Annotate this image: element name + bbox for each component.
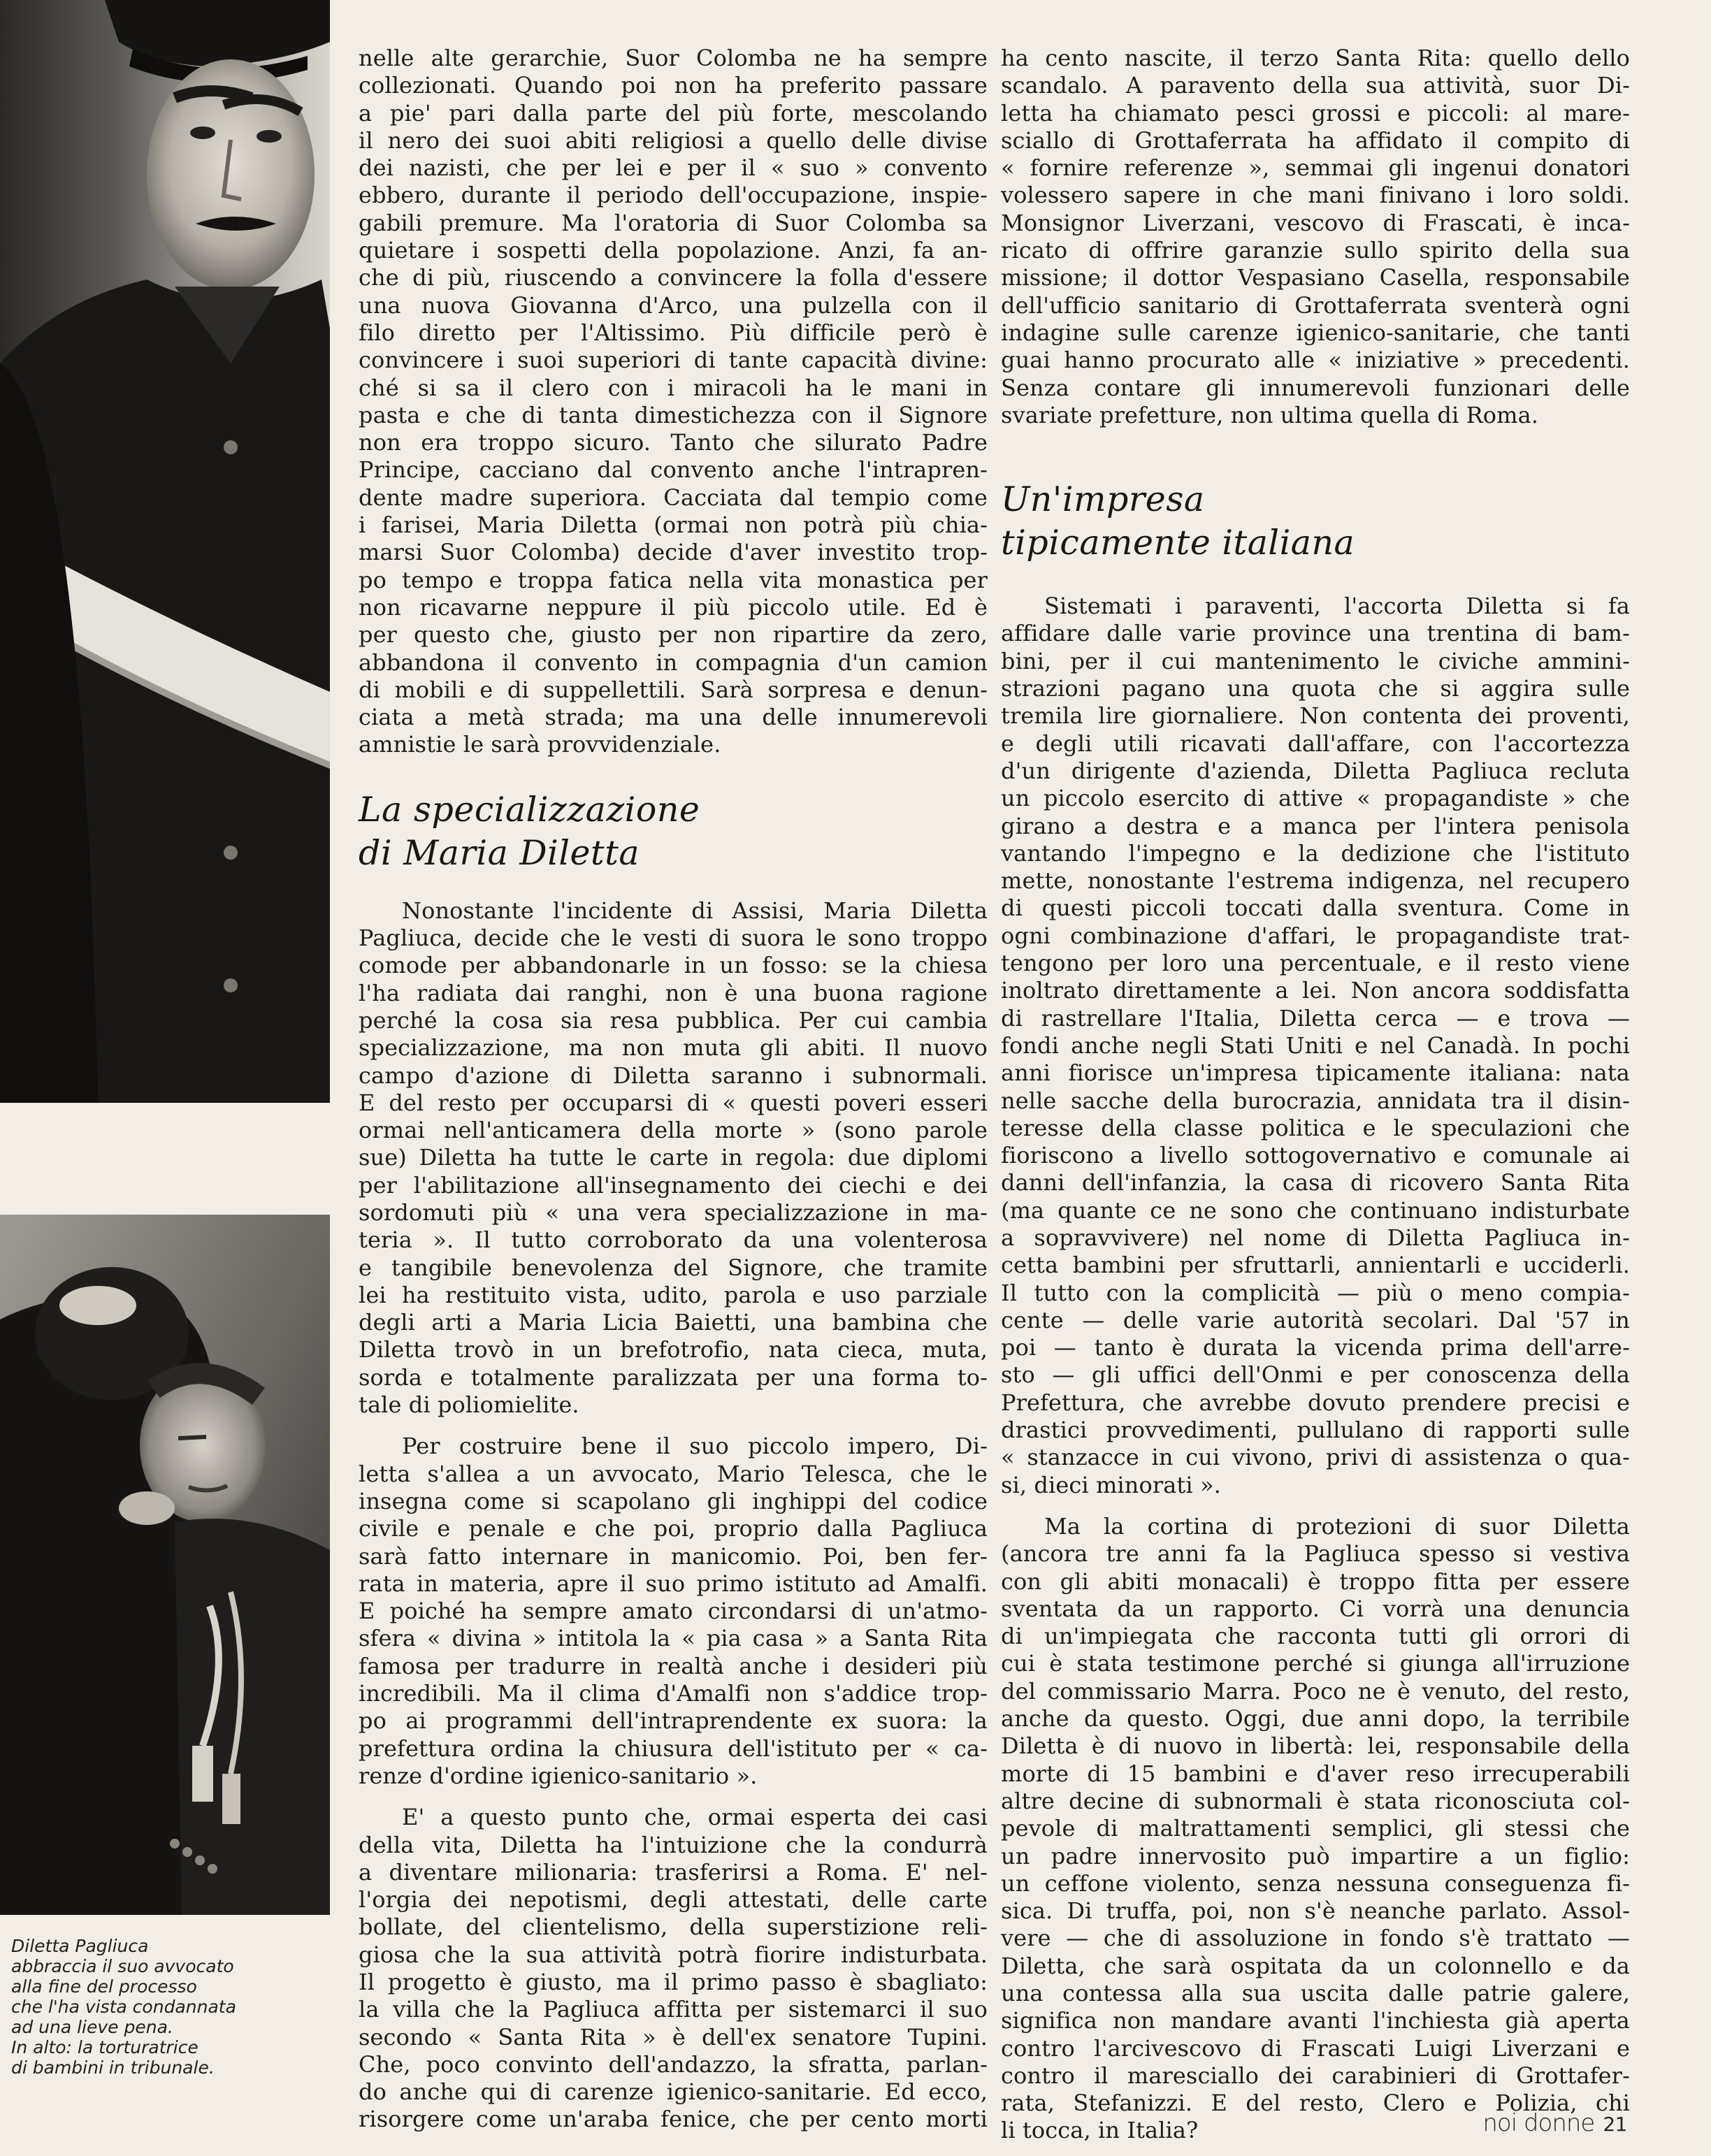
text-line: che di più, riuscendo a convincere la folla d'essere: [359, 264, 988, 291]
text-line: E del resto per occuparsi di « questi poveri esseri: [359, 1089, 988, 1116]
text-line: un padre innervosito può impartire a un figlio:: [1001, 1842, 1630, 1869]
text-line: dente madre superiora. Cacciata dal tempio come: [359, 484, 988, 511]
text-line: sciallo di Grottaferrata ha affidato il compito di: [1001, 126, 1630, 154]
text-line: letta ha chiamato pesci grossi e piccoli: al mare-: [1001, 99, 1630, 126]
caption-line: In alto: la torturatrice: [11, 2037, 198, 2057]
magazine-name: noi donne: [1482, 2109, 1595, 2137]
text-line: a pie' pari dalla parte del più forte, mescolando: [359, 99, 988, 126]
text-line: vere — che di assoluzione in fondo s'è trattato —: [1001, 1925, 1630, 1952]
text-line: do anche qui di carenze igienico-sanitarie. Ed ecco,: [359, 2078, 988, 2106]
text-line: tengono per loro una percentuale, e il resto viene: [1001, 950, 1630, 977]
text-line: contro l'arcivescovo di Frascati Luigi Liverzani e: [1001, 2034, 1630, 2062]
text-line: ha cento nascite, il terzo Santa Rita: quello dello: [1001, 45, 1630, 71]
text-column-2: [1001, 45, 1630, 2145]
text-line: si, dieci minorati ».: [1001, 1471, 1221, 1498]
text-line: di questi piccoli toccati dalla sventura. Come in: [1001, 895, 1630, 922]
text-line: strazioni pagano una quota che si aggira sulle: [1001, 675, 1630, 702]
text-line: indagine sulle carenze igienico-sanitarie, che tanti: [1001, 319, 1630, 346]
text-line: campo d'azione di Diletta saranno i subnormali.: [359, 1062, 988, 1089]
text-line: Diletta è di nuovo in libertà: lei, responsabile della: [1001, 1732, 1630, 1760]
text-line: sto — gli uffici dell'Onmi e per conoscenza della: [1001, 1361, 1630, 1389]
text-line: comode per abbandonarle in un fosso: se la chiesa: [359, 952, 988, 979]
text-line: convincere i suoi superiori di tante capacità divine:: [359, 347, 988, 374]
text-line: po tempo e troppa fatica nella vita monastica per: [359, 566, 988, 593]
text-line: i farisei, Maria Diletta (ormai non potrà più chia-: [359, 512, 988, 539]
page-number: 21: [1603, 2113, 1627, 2136]
text-line: una nuova Giovanna d'Arco, una pulzella con il: [359, 291, 988, 319]
paragraph: [359, 897, 988, 1419]
caption-line: di bambini in tribunale.: [11, 2057, 215, 2078]
text-line: Il tutto con la complicità — più o meno compia-: [1001, 1279, 1630, 1306]
text-line: sventata da un rapporto. Ci vorrà una denuncia: [1001, 1595, 1630, 1622]
text-line: ebbero, durante il periodo dell'occupazione, inspie-: [359, 182, 988, 209]
text-line: po ai programmi dell'intraprendente ex suora: la: [359, 1707, 988, 1735]
text-line: sordomuti più « una vera specializzazione in ma-: [359, 1199, 988, 1226]
text-line: bini, per il cui mantenimento le civiche ammini-: [1001, 647, 1630, 674]
text-line: Diletta, che sarà ospitata da un colonnello e da: [1001, 1952, 1630, 1979]
text-line: prefettura ordina la chiusura dell'istituto per « ca-: [359, 1735, 988, 1762]
text-line: amnistie le sarà provvidenziale.: [359, 731, 721, 758]
caption-line: abbraccia il suo avvocato: [11, 1956, 234, 1976]
text-line: a diventare milionaria: trasferirsi a Roma. E' nel-: [359, 1858, 988, 1886]
text-line: Pagliuca, decide che le vesti di suora le sono troppo: [359, 925, 988, 952]
text-line: Che, poco convinto dell'andazzo, la sfratta, parlan-: [359, 2050, 988, 2078]
text-line: civile e penale e che poi, proprio dalla Pagliuca: [359, 1515, 988, 1542]
text-line: incredibili. Ma il clima d'Amalfi non s'addice trop-: [359, 1680, 988, 1707]
text-line: lei ha restituito vista, udito, parola e uso parziale: [359, 1281, 988, 1308]
text-line: una contessa alla sua uscita dalle patrie galere,: [1001, 1980, 1630, 2006]
text-line: la villa che la Pagliuca affitta per sistemarci il suo: [359, 1996, 988, 2023]
section-heading: [359, 788, 988, 875]
text-line: inoltrato direttamente a lei. Non ancora soddisfatta: [1001, 977, 1630, 1004]
text-line: (ancora tre anni fa la Pagliuca spesso si vestiva: [1001, 1540, 1630, 1568]
text-line: Principe, cacciano dal convento anche l'intrapren-: [359, 456, 988, 484]
text-line: rata in materia, apre il suo primo istituto ad Amalfi.: [359, 1570, 988, 1597]
text-line: quietare i sospetti della popolazione. Anzi, fa an-: [359, 237, 988, 264]
text-line: altre decine di subnormali è stata riconosciuta col-: [1001, 1787, 1630, 1814]
text-line: drastici provvedimenti, pullulano di rapporti sulle: [1001, 1417, 1630, 1444]
text-line: mette, nonostante l'estrema indigenza, nel recupero: [1001, 867, 1630, 895]
text-line: Nonostante l'incidente di Assisi, Maria Diletta: [402, 897, 988, 924]
text-line: della vita, Diletta ha l'intuizione che la condurrà: [359, 1831, 988, 1858]
heading-line: tipicamente italiana: [1001, 523, 1355, 563]
text-line: ormai nell'anticamera della morte » (sono parole: [359, 1117, 988, 1144]
text-line: tale di poliomielite.: [359, 1391, 579, 1419]
text-line: Ma la cortina di protezioni di suor Diletta: [1044, 1512, 1630, 1540]
text-line: collezionati. Quando poi non ha preferito passare: [359, 72, 988, 99]
paragraph: [1001, 593, 1630, 1499]
text-line: gabili premure. Ma l'oratoria di Suor Colomba sa: [359, 209, 988, 236]
paragraph: [359, 45, 988, 759]
page-folio: [1482, 2109, 1627, 2137]
text-line: anni fiorisce un'impresa tipicamente italiana: nata: [1001, 1059, 1630, 1087]
text-line: perché la cosa sia resa pubblica. Per cui cambia: [359, 1006, 988, 1034]
photo-embrace: [0, 1215, 330, 1915]
text-line: « stanzacce in cui vivono, privi di assistenza o qua-: [1001, 1444, 1630, 1471]
text-line: l'orgia dei nepotismi, degli attestati, delle carte: [359, 1886, 988, 1913]
text-line: marsi Suor Colomba) decide d'aver investito trop-: [359, 539, 988, 566]
text-line: pasta e che di tanta dimestichezza con il Signore: [359, 401, 988, 428]
text-line: Prefettura, che avrebbe dovuto prendere precisi e: [1001, 1389, 1630, 1416]
text-line: sorda e totalmente paralizzata per una forma to-: [359, 1363, 988, 1391]
heading-line: La specializzazione: [359, 789, 700, 830]
text-line: li tocca, in Italia?: [1001, 2117, 1199, 2144]
text-line: fondi anche negli Stati Uniti e nel Canadà. In pochi: [1001, 1032, 1630, 1059]
text-line: (ma quante ce ne sono che continuano indisturbate: [1001, 1196, 1630, 1224]
text-line: specializzazione, ma non muta gli abiti. Il nuovo: [359, 1034, 988, 1062]
text-line: un ceffone violento, senza nessuna conseguenza fi-: [1001, 1869, 1630, 1897]
text-line: l'ha radiata dai ranghi, non è una buona ragione: [359, 979, 988, 1006]
photo-caption: [11, 1936, 326, 2078]
text-line: renze d'ordine igienico-sanitario ».: [359, 1762, 758, 1789]
text-line: contro il maresciallo dei carabinieri di Grottafer-: [1001, 2062, 1630, 2089]
text-line: giosa che la sua attività potrà fiorire indisturbata.: [359, 1941, 988, 1968]
text-line: sue) Diletta ha tutte le carte in regola: due diplomi: [359, 1144, 988, 1171]
text-line: Diletta trovò in un brefotrofio, nata cieca, muta,: [359, 1336, 988, 1363]
text-line: E' a questo punto che, ormai esperta dei casi: [402, 1804, 988, 1831]
caption-line: alla fine del processo: [11, 1976, 197, 1997]
photo-embrace-icon: [0, 1215, 330, 1915]
text-line: anche da questo. Oggi, due anni dopo, la terribile: [1001, 1705, 1630, 1732]
paragraph: [359, 1804, 988, 2134]
text-line: pevole di maltrattamenti semplici, gli stessi che: [1001, 1815, 1630, 1842]
text-line: e degli utili ricavati dall'affare, con l'accortezza: [1001, 730, 1630, 757]
text-line: fioriscono a livello sottogovernativo e comunale ai: [1001, 1142, 1630, 1169]
text-line: dei nazisti, che per lei e per il « suo » convento: [359, 154, 988, 182]
text-line: teria ». Il tutto corroborato da una volenterosa: [359, 1227, 988, 1254]
text-line: rata, Stefanizzi. E del resto, Clero e Polizia, chi: [1001, 2090, 1630, 2117]
text-line: del commissario Marra. Poco ne è venuto, del resto,: [1001, 1677, 1630, 1705]
text-line: sfera « divina » intitola la « pia casa » a Santa Rita: [359, 1625, 988, 1652]
text-line: ogni combinazione d'affari, le propagandiste trat-: [1001, 922, 1630, 949]
text-line: di mobili e di suppellettili. Sarà sorpresa e denun-: [359, 676, 988, 703]
paragraph: [1001, 1513, 1630, 2145]
text-line: per l'abilitazione all'insegnamento dei ciechi e dei: [359, 1171, 988, 1199]
text-line: volessero sapere in che mani finivano i loro soldi.: [1001, 182, 1630, 209]
text-line: nelle sacche della burocrazia, annidata tra il disin-: [1001, 1087, 1630, 1114]
heading-line: di Maria Diletta: [359, 832, 640, 873]
text-line: Monsignor Liverzani, vescovo di Frascati, è inca-: [1001, 209, 1630, 236]
text-line: E poiché ha sempre amato circondarsi di un'atmo-: [359, 1598, 988, 1625]
text-line: morte di 15 bambini e d'aver reso irrecuperabili: [1001, 1760, 1630, 1787]
text-line: a sopravvivere) nel nome di Diletta Pagliuca in-: [1001, 1224, 1630, 1251]
text-line: abbandona il convento in compagnia d'un camion: [359, 649, 988, 676]
caption-line: ad una lieve pena.: [11, 2017, 173, 2037]
text-line: cente — delle varie autorità secolari. Dal '57 in: [1001, 1306, 1630, 1333]
text-line: ciata a metà strada; ma una delle innumerevoli: [359, 704, 988, 731]
caption-line: che l'ha vista condannata: [11, 1997, 236, 2017]
paragraph: [1001, 45, 1630, 429]
text-line: con gli abiti monacali) è troppo fitta per essere: [1001, 1568, 1630, 1595]
text-line: Senza contare gli innumerevoli funzionari delle: [1001, 374, 1630, 401]
text-line: non era troppo sicuro. Tanto che silurato Padre: [359, 429, 988, 456]
text-line: secondo « Santa Rita » è dell'ex senatore Tupini.: [359, 2023, 988, 2050]
text-line: ché si sa il clero con i miracoli ha le mani in: [359, 374, 988, 401]
text-line: significa non mandare avanti l'inchiesta già aperta: [1001, 2007, 1630, 2034]
text-line: Il progetto è giusto, ma il primo passo è sbagliato:: [359, 1969, 988, 1995]
text-line: risorgere come un'araba fenice, che per cento morti: [359, 2106, 988, 2133]
text-line: non ricavarne neppure il più piccolo utile. Ed è: [359, 593, 988, 621]
text-line: e tangibile benevolenza del Signore, che tramite: [359, 1254, 988, 1281]
text-line: filo diretto per l'Altissimo. Più difficile però è: [359, 319, 988, 346]
text-line: insegna come si scapolano gli inghippi del codice: [359, 1487, 988, 1514]
text-line: famosa per tradurre in realtà anche i desideri più: [359, 1652, 988, 1679]
text-line: dell'ufficio sanitario di Grottaferrata sventerà ogni: [1001, 291, 1630, 319]
photo-carabiniere-icon: [0, 0, 330, 1103]
heading-line: Un'impresa: [1001, 479, 1205, 520]
text-line: bollate, del clientelismo, della superstizione reli-: [359, 1913, 988, 1941]
text-line: sarà fatto internare in manicomio. Poi, ben fer-: [359, 1542, 988, 1570]
text-line: girano a destra e a manca per l'intera penisola: [1001, 812, 1630, 839]
section-heading: [1001, 478, 1630, 565]
text-line: Sistemati i paraventi, l'accorta Diletta si fa: [1044, 593, 1630, 620]
text-line: « fornire referenze », semmai gli ingenui donatori: [1001, 154, 1630, 182]
photo-carabiniere: [0, 0, 330, 1103]
text-line: affidare dalle varie province una trentina di bam-: [1001, 620, 1630, 647]
text-line: guai hanno procurato alle « iniziative » precedenti.: [1001, 347, 1630, 374]
text-line: vantando l'impegno e la dedizione che l'istituto: [1001, 839, 1630, 867]
caption-line: Diletta Pagliuca: [11, 1936, 149, 1956]
text-line: di un'impiegata che racconta tutti gli orrori di: [1001, 1623, 1630, 1650]
text-line: ricato di offrire garanzie sullo spirito della sua: [1001, 237, 1630, 264]
text-line: di rastrellare l'Italia, Diletta cerca — e trova —: [1001, 1004, 1630, 1032]
text-line: scandalo. A paravento della sua attività, suor Di-: [1001, 72, 1630, 99]
text-column-1: [359, 45, 988, 2134]
text-line: degli arti a Maria Licia Baietti, una bambina che: [359, 1309, 988, 1336]
text-line: poi — tanto è durata la vicenda prima dell'arre-: [1001, 1334, 1630, 1361]
text-line: nelle alte gerarchie, Suor Colomba ne ha sempre: [359, 45, 988, 71]
text-line: svariate prefetture, non ultima quella di Roma.: [1001, 401, 1539, 428]
text-line: danni dell'infanzia, la casa di ricovero Santa Rita: [1001, 1169, 1630, 1196]
paragraph: [359, 1433, 988, 1790]
text-line: tremila lire giornaliere. Non contenta dei proventi,: [1001, 702, 1630, 730]
text-line: letta s'allea a un avvocato, Mario Telesca, che le: [359, 1460, 988, 1487]
text-line: missione; il dottor Vespasiano Casella, responsabile: [1001, 264, 1630, 291]
text-line: teresse della classe politica e le speculazioni che: [1001, 1114, 1630, 1141]
text-line: un piccolo esercito di attive « propagandiste » che: [1001, 785, 1630, 812]
text-line: il nero dei suoi abiti religiosi a quello delle divise: [359, 126, 988, 154]
text-line: cui è stata testimone perché si giunga all'irruzione: [1001, 1650, 1630, 1677]
text-line: sica. Di truffa, poi, non s'è neanche parlato. Assol-: [1001, 1897, 1630, 1925]
text-line: d'un dirigente d'azienda, Diletta Pagliuca recluta: [1001, 757, 1630, 784]
text-line: cetta bambini per sfruttarli, annientarli e ucciderli.: [1001, 1252, 1630, 1279]
text-line: Per costruire bene il suo piccolo impero, Di-: [402, 1433, 988, 1460]
text-line: per questo che, giusto per non ripartire da zero,: [359, 621, 988, 649]
